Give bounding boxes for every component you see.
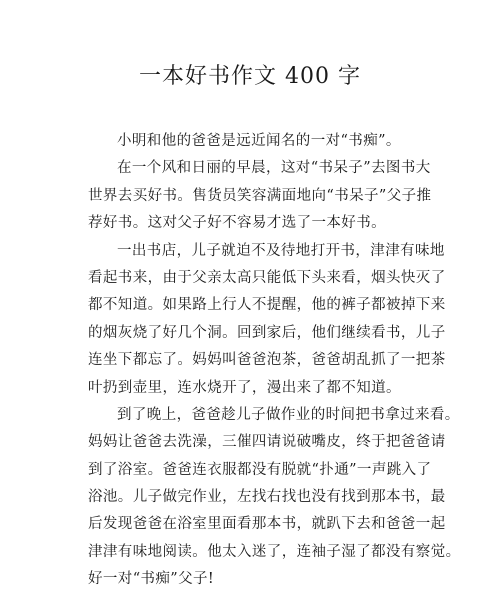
text-line: 妈妈让爸爸去洗澡，三催四请说破嘴皮，终于把爸爸请 (88, 434, 446, 451)
text-line: 的烟灰烧了好几个洞。回到家后，他们继续看书，儿子 (88, 324, 446, 341)
text-line: 在一个风和日丽的早晨，这对“书呆子”去图书大 (117, 160, 431, 177)
text-line: 荐好书。这对父子好不容易才选了一本好书。 (88, 215, 386, 232)
page-title: 一本好书作文 400 字 (139, 64, 361, 89)
text-line: 看起书来，由于父亲太高只能低下头来看，烟头快灭了 (88, 269, 446, 286)
text-line: 浴池。儿子做完作业，左找右找也没有找到那本书，最 (88, 489, 446, 506)
text-line: 一出书店，儿子就迫不及待地打开书，津津有味地 (117, 242, 445, 259)
text-line: 都不知道。如果路上行人不提醒，他的裤子都被掉下来 (88, 297, 446, 314)
text-line: 连坐下都忘了。妈妈叫爸爸泡茶，爸爸胡乱抓了一把茶 (88, 352, 446, 369)
text-line: 好一对“书痴”父子! (88, 571, 215, 588)
text-line: 叶扔到壶里，连水烧开了，漫出来了都不知道。 (88, 379, 401, 396)
text-line: 津津有味地阅读。他太入迷了，连袖子湿了都没有察觉。 (88, 543, 461, 560)
text-line: 后发现爸爸在浴室里面看那本书，就趴下去和爸爸一起 (88, 516, 446, 533)
text-line: 世界去买好书。售货员笑容满面地向“书呆子”父子推 (88, 187, 432, 204)
text-line: 到了浴室。爸爸连衣服都没有脱就“扑通”一声跳入了 (88, 461, 432, 478)
article-body (88, 128, 461, 594)
text-line: 到了晚上，爸爸趁儿子做作业的时间把书拿过来看。 (117, 406, 460, 423)
text-line: 小明和他的爸爸是远近闻名的一对“书痴”。 (117, 133, 401, 149)
